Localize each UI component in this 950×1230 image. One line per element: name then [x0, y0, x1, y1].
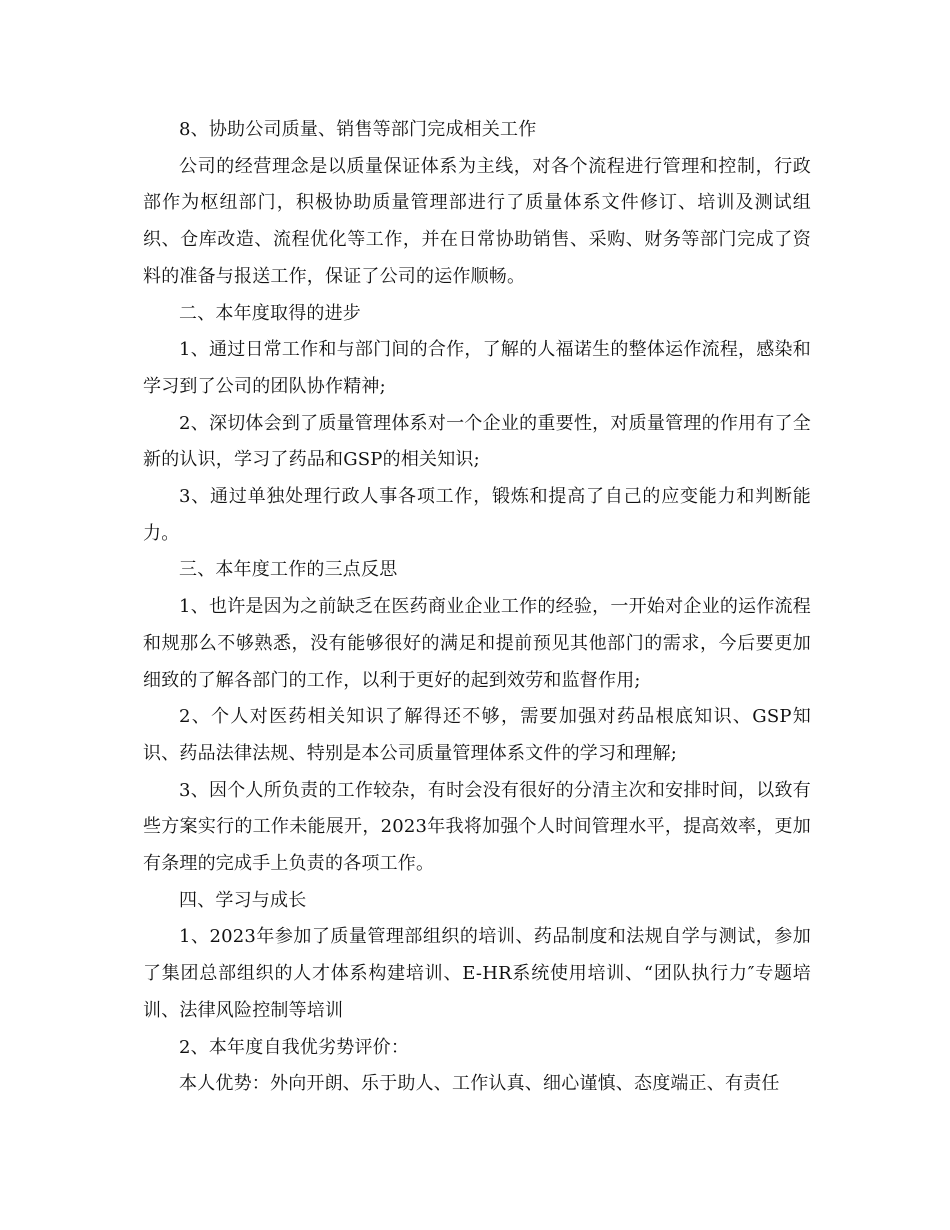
section-heading-reflection: 三、本年度工作的三点反思	[179, 559, 398, 581]
document-body	[143, 112, 811, 1103]
paragraph-reflection-1: 1、也许是因为之前缺乏在医药商业企业工作的经验，一开始对企业的运作流程和规那么不够熟悉，没有能够很好的满足和提前预见其他部门的需求，今后要更加细致的了解各部门的工作，以利于更好的起到效劳和监督作用;	[143, 596, 811, 691]
paragraph-learning-1: 1、2023年参加了质量管理部组织的培训、药品制度和法规自学与测试，参加了集团总部组织的人才体系构建培训、E-HR系统使用培训、“团队执行力″专题培训、法律风险控制等培训	[143, 926, 811, 1021]
paragraph-item-8-heading: 8、协助公司质量、销售等部门完成相关工作	[179, 119, 537, 140]
paragraph-progress-2: 2、深切体会到了质量管理体系对一个企业的重要性，对质量管理的作用有了全新的认识，学习了药品和GSP的相关知识;	[143, 412, 811, 471]
paragraph-progress-1: 1、通过日常工作和与部门间的合作，了解的人福诺生的整体运作流程，感染和学习到了公司的团队协作精神;	[143, 339, 811, 397]
paragraph-progress-3: 3、通过单独处理行政人事各项工作，锻炼和提高了自己的应变能力和判断能力。	[143, 486, 811, 544]
paragraph-learning-2: 2、本年度自我优劣势评价：	[179, 1036, 410, 1058]
paragraph-strengths: 本人优势：外向开朗、乐于助人、工作认真、细心谨慎、态度端正、有责任	[179, 1073, 780, 1095]
paragraph-reflection-3: 3、因个人所负责的工作较杂，有时会没有很好的分清主次和安排时间，以致有些方案实行的工作未能展开，2023年我将加强个人时间管理水平，提高效率，更加有条理的完成手上负责的各项工作。	[143, 779, 811, 875]
section-heading-learning: 四、学习与成长	[179, 889, 307, 911]
paragraph-business-philosophy: 公司的经营理念是以质量保证体系为主线，对各个流程进行管理和控制，行政部作为枢纽部门，积极协助质量管理部进行了质量体系文件修订、培训及测试组织、仓库改造、流程优化等工作，并在日常协助销售、采购、财务等部门完成了资料的准备与报送工作，保证了公司的运作顺畅。	[143, 155, 811, 287]
section-heading-progress: 二、本年度取得的进步	[179, 302, 361, 324]
paragraph-reflection-2: 2、个人对医药相关知识了解得还不够，需要加强对药品根底知识、GSP知识、药品法律法规、特别是本公司质量管理体系文件的学习和理解;	[143, 706, 811, 764]
